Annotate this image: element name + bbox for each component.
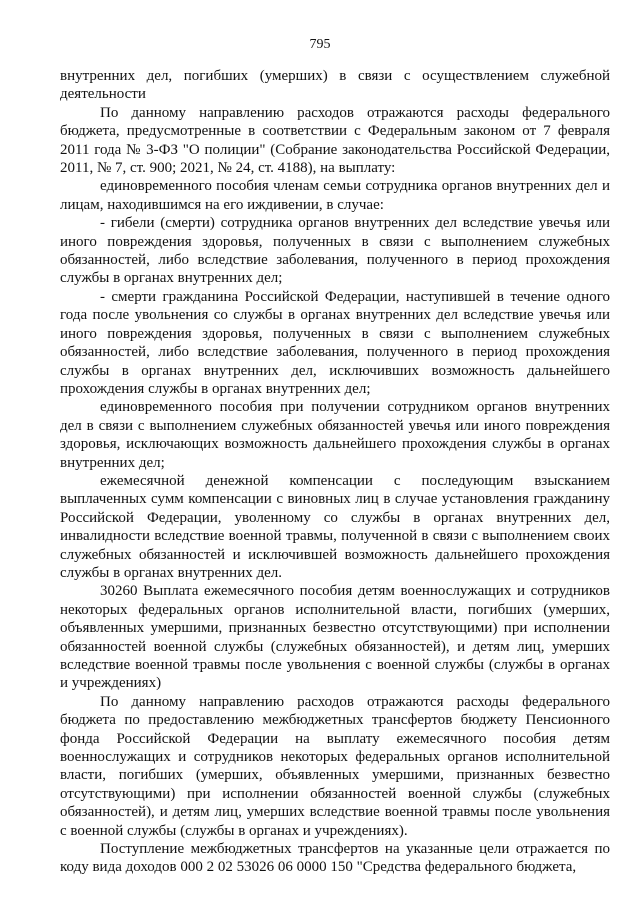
document-body	[60, 67, 610, 877]
paragraph: По данному направлению расходов отражаются расходы федерального бюджета по предоставлению межбюджетных трансфертов бюджету Пенсионного фонда Российской Федерации на выплату ежемесячного пособия детям военнослужащих и сотрудников некоторых федеральных органов исполнительной власти, погибших (умерших, объявленных умершими, признанных безвестно отсутствующими) при исполнении обязанностей военной службы (служебных обязанностей), и детям лиц, умерших вследствие военной травмы после увольнения с военной службы (службы в органах и учреждениях).	[60, 693, 610, 839]
paragraph: По данному направлению расходов отражаются расходы федерального бюджета, предусмотренные в соответствии с Федеральным законом от 7 февраля 2011 года № 3-ФЗ "О полиции" (Собрание законодательства Российской Федерации, 2011, № 7, ст. 900; 2021, № 24, ст. 4188), на выплату:	[60, 104, 610, 177]
paragraph: внутренних дел, погибших (умерших) в связи с осуществлением служебной деятельности	[60, 68, 610, 103]
paragraph: 30260 Выплата ежемесячного пособия детям военнослужащих и сотрудников некоторых федеральных органов исполнительной власти, погибших (умерших, объявленных умершими, признанных безвестно отсутствующими) при исполнении обязанностей военной службы (служебных обязанностей), и детям лиц, умерших вследствие военной травмы после увольнения с военной службы (службы в органах и учреждениях)	[60, 583, 610, 692]
paragraph: Поступление межбюджетных трансфертов на указанные цели отражается по коду вида доходов 000 2 02 53026 06 0000 150 "Средства федерального бюджета,	[60, 841, 610, 876]
paragraph: ежемесячной денежной компенсации с последующим взысканием выплаченных сумм компенсации с виновных лиц в случае установления гражданину Российской Федерации, уволенному со службы в органах внутренних дел, инвалидности вследствие военной травмы, полученной в связи с выполнением своих служебных обязанностей и исключившей возможность дальнейшего прохождения службы в органах внутренних дел.	[60, 472, 610, 581]
paragraph: - смерти гражданина Российской Федерации, наступившей в течение одного года после увольнения со службы в органах внутренних дел вследствие увечья или иного повреждения здоровья, полученных в связи с выполнением служебных обязанностей, либо вследствие заболевания, полученного в период прохождения службы в органах внутренних дел, исключивших возможность дальнейшего прохождения службы в органах внутренних дел;	[60, 288, 610, 397]
paragraph: единовременного пособия при получении сотрудником органов внутренних дел в связи с выполнением служебных обязанностей увечья или иного повреждения здоровья, исключающих возможность дальнейшего прохождения службы в органах внутренних дел;	[60, 399, 610, 471]
paragraph: единовременного пособия членам семьи сотрудника органов внутренних дел и лицам, находившимся на его иждивении, в случае:	[60, 178, 610, 213]
paragraph: - гибели (смерти) сотрудника органов внутренних дел вследствие увечья или иного повреждения здоровья, полученных в связи с выполнением служебных обязанностей, либо вследствие заболевания, полученного в период прохождения службы в органах внутренних дел;	[60, 215, 610, 287]
page-number: 795	[309, 37, 331, 52]
